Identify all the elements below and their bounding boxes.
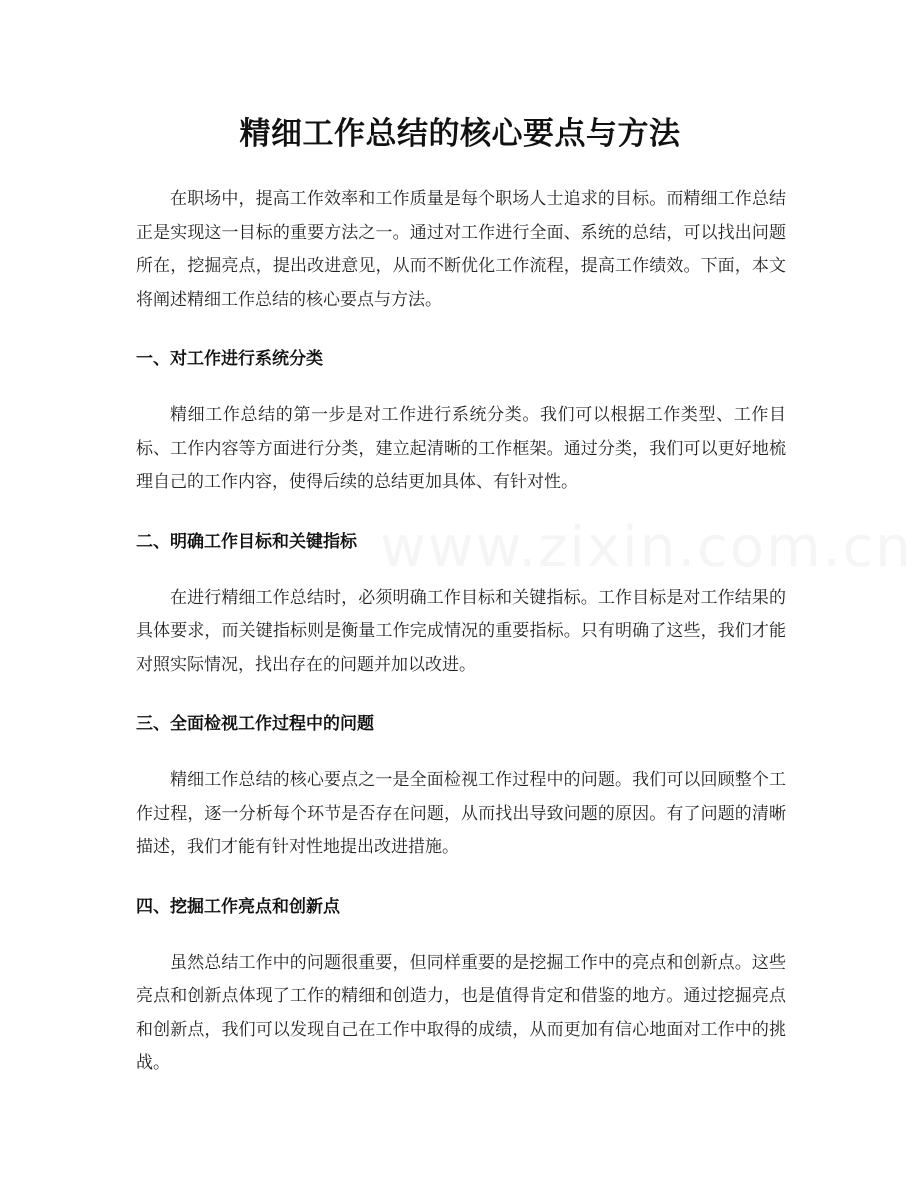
section-body-4: 虽然总结工作中的问题很重要，但同样重要的是挖掘工作中的亮点和创新点。这些亮点和创新点体现了工作的精细和创造力，也是值得肯定和借鉴的地方。通过挖掘亮点和创新点，我们可以发现自己在工作中取得的成绩，从而更加有信心地面对工作中的挑战。 [136, 952, 786, 1073]
section-heading-2: 二、明确工作目标和关键指标 [136, 531, 357, 552]
section-body-3: 精细工作总结的核心要点之一是全面检视工作过程中的问题。我们可以回顾整个工作过程，逐一分析每个环节是否存在问题，从而找出导致问题的原因。有了问题的清晰描述，我们才能有针对性地提出改进措施。 [136, 770, 786, 857]
document-body [136, 183, 786, 1081]
document-title: 精细工作总结的核心要点与方法 [239, 116, 681, 152]
section-heading-1: 一、对工作进行系统分类 [136, 349, 323, 369]
section-heading-3: 三、全面检视工作过程中的问题 [136, 714, 374, 734]
watermark: www.zixin.com.cn [380, 515, 913, 580]
intro-paragraph: 在职场中，提高工作效率和工作质量是每个职场人士追求的目标。而精细工作总结正是实现这一目标的重要方法之一。通过对工作进行全面、系统的总结，可以找出问题所在，挖掘亮点，提出改进意见，从而不断优化工作流程，提高工作绩效。下面，本文将阐述精细工作总结的核心要点与方法。 [136, 189, 786, 310]
section-body-2: 在进行精细工作总结时，必须明确工作目标和关键指标。工作目标是对工作结果的具体要求，而关键指标则是衡量工作完成情况的重要指标。只有明确了这些，我们才能对照实际情况，找出存在的问题并加以改进。 [136, 587, 786, 675]
section-heading-4: 四、挖掘工作亮点和创新点 [136, 896, 340, 917]
section-body-1: 精细工作总结的第一步是对工作进行系统分类。我们可以根据工作类型、工作目标、工作内容等方面进行分类，建立起清晰的工作框架。通过分类，我们可以更好地梳理自己的工作内容，使得后续的总结更加具体、有针对性。 [136, 405, 786, 492]
